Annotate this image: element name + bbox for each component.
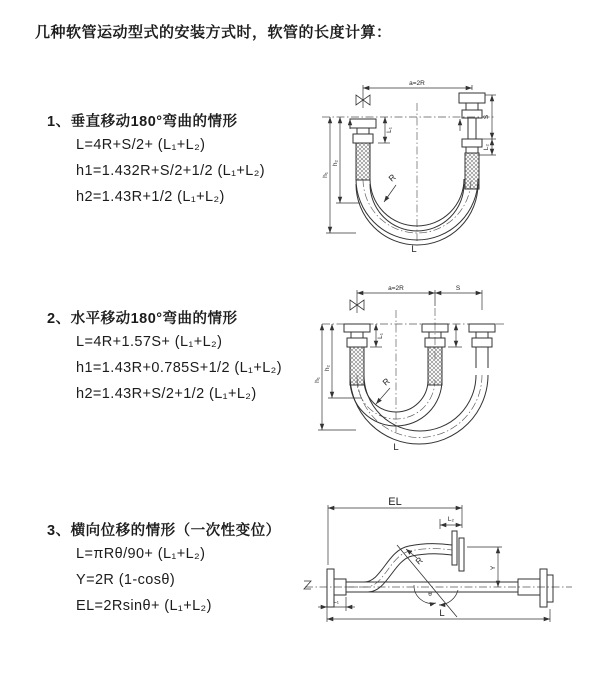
braided-hose-section — [356, 143, 370, 180]
diagram-vertical-180-bend — [310, 75, 600, 260]
diagram-horizontal-180-bend — [310, 280, 600, 455]
right-riser-fitting — [459, 93, 485, 189]
formula-line: Y=2R (1-cosθ) — [76, 572, 176, 588]
diagram-lateral-displacement — [300, 495, 600, 645]
radius-leader-arrow — [376, 388, 390, 404]
dim-label-l2: L₂ — [483, 143, 490, 151]
centerlines — [322, 308, 505, 432]
formula-line: EL=2Rsinθ+ (L₁+L₂) — [76, 598, 212, 614]
right-riser-fitting — [469, 324, 495, 368]
datum-mark — [304, 581, 311, 589]
radius-label: R — [380, 375, 392, 388]
dim-label-h1: h₁ — [314, 377, 321, 383]
dim-label-a2r: a=2R — [409, 80, 425, 87]
formula-line: h2=1.43R+1/2 (L₁+L₂) — [76, 189, 225, 205]
dim-label-h2: h₂ — [324, 364, 331, 372]
length-label: L — [411, 244, 417, 255]
length-label: L — [439, 608, 445, 619]
formula-line: L=4R+S/2+ (L₁+L₂) — [76, 137, 206, 153]
dim-label-y: Y — [490, 565, 497, 571]
dim-label-h2: h₂ — [332, 159, 339, 167]
right-flange — [540, 569, 553, 607]
dimension-a2r-s — [357, 290, 482, 313]
braided-hose-section — [428, 347, 442, 385]
section-1-heading: 1、垂直移动180°弯曲的情形 — [47, 114, 238, 130]
page-title: 几种软管运动型式的安装方式时，软管的长度计算： — [35, 24, 392, 41]
radius-label: R — [413, 554, 425, 567]
formula-line: h2=1.43R+S/2+1/2 (L₁+L₂) — [76, 386, 257, 402]
section-3-heading: 3、横向位移的情形（一次性变位） — [47, 523, 281, 539]
upper-flange — [452, 531, 464, 571]
formula-line: h1=1.43R+0.785S+1/2 (L₁+L₂) — [76, 360, 282, 376]
angle-annotation — [414, 585, 458, 605]
dim-label-l1: L₁ — [377, 333, 384, 339]
dim-label-l1: L₁ — [386, 127, 393, 133]
dim-label-l1: L₁ — [333, 598, 339, 605]
dim-label-l2: L₂ — [447, 516, 455, 523]
formula-line: L=4R+1.57S+ (L₁+L₂) — [76, 334, 223, 350]
curved-hose — [346, 544, 452, 592]
dim-label-s: S — [455, 285, 461, 292]
dimension-el — [328, 505, 462, 565]
dim-label-el: EL — [388, 496, 402, 508]
formula-line: L=πRθ/90+ (L₁+L₂) — [76, 546, 206, 562]
radius-label: R — [386, 171, 398, 184]
angle-label: θ — [428, 591, 432, 598]
dimension-a2r — [363, 85, 472, 108]
hose-u-curves — [350, 375, 488, 444]
radius-leader-arrow — [384, 185, 396, 202]
dim-label-a2r: a=2R — [388, 285, 404, 292]
braided-hose-section — [465, 153, 479, 189]
dim-label-h1: h₁ — [322, 172, 329, 178]
left-riser-fitting — [350, 119, 376, 180]
formula-line: h1=1.432R+S/2+1/2 (L₁+L₂) — [76, 163, 266, 179]
section-2-heading: 2、水平移动180°弯曲的情形 — [47, 311, 238, 327]
length-label: L — [393, 442, 399, 453]
angle-construction-line — [397, 545, 457, 617]
dim-label-s: S — [483, 114, 490, 120]
